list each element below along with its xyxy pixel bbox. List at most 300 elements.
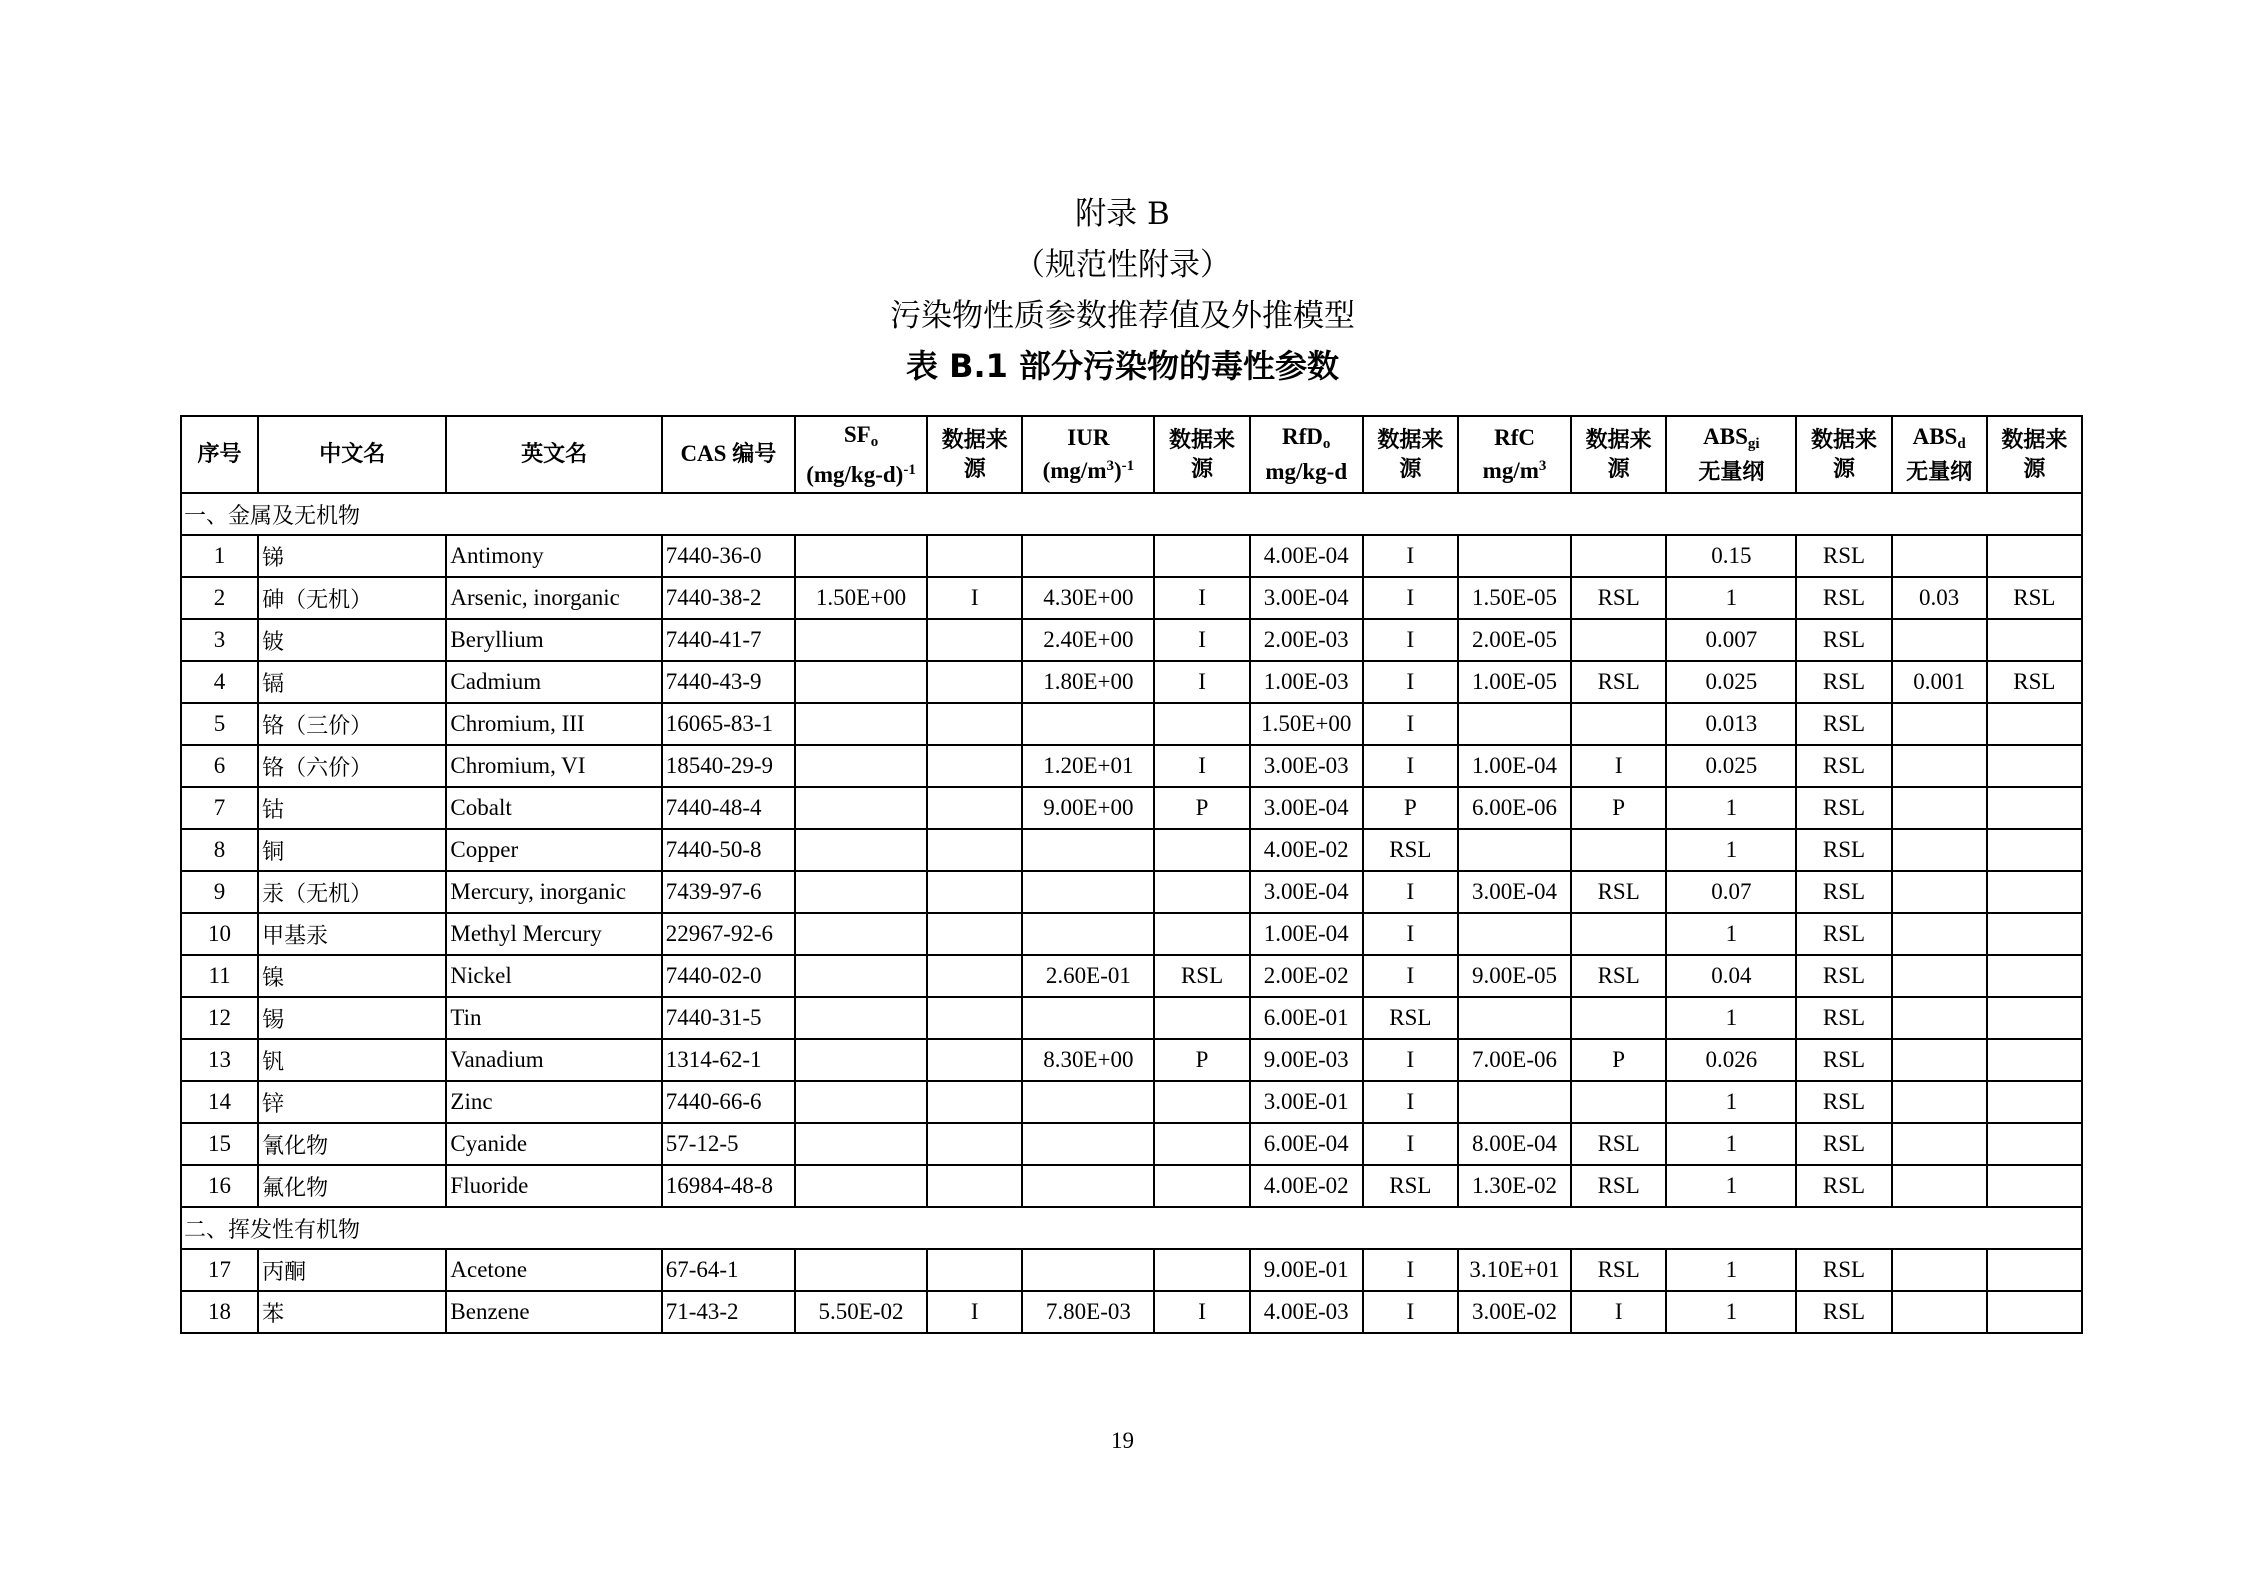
cell-rfc: 6.00E-06 <box>1458 787 1571 829</box>
cell-seq: 13 <box>181 1039 258 1081</box>
cell-cn-name: 苯 <box>258 1291 446 1333</box>
cell-absgi: 0.025 <box>1666 745 1796 787</box>
cell-rfdo-source: I <box>1363 955 1458 997</box>
cell-absgi-source: RSL <box>1796 1123 1891 1165</box>
cell-rfc-source <box>1571 535 1666 577</box>
cell-absd-source: RSL <box>1987 661 2082 703</box>
cell-rfdo: 4.00E-04 <box>1250 535 1363 577</box>
cell-sfo-source <box>927 913 1022 955</box>
cell-en-name: Cyanide <box>446 1123 661 1165</box>
cell-absd <box>1892 1123 1987 1165</box>
cell-sfo <box>795 1081 927 1123</box>
cell-cn-name: 铍 <box>258 619 446 661</box>
cell-rfdo-source: I <box>1363 577 1458 619</box>
cell-rfc <box>1458 829 1571 871</box>
cell-sfo-source <box>927 1249 1022 1291</box>
cell-seq: 14 <box>181 1081 258 1123</box>
cell-rfdo: 6.00E-01 <box>1250 997 1363 1039</box>
cell-rfc-source <box>1571 1081 1666 1123</box>
cell-rfdo: 3.00E-04 <box>1250 787 1363 829</box>
cell-rfdo-source: I <box>1363 745 1458 787</box>
cell-absgi: 1 <box>1666 577 1796 619</box>
cell-rfc-source <box>1571 829 1666 871</box>
table-row <box>181 1123 2082 1165</box>
col-source-1: 数据来 源 <box>927 416 1022 493</box>
col-source-4: 数据来 源 <box>1571 416 1666 493</box>
cell-seq: 16 <box>181 1165 258 1207</box>
cell-rfc-source: P <box>1571 787 1666 829</box>
cell-cas: 7440-43-9 <box>662 661 795 703</box>
cell-absgi: 0.013 <box>1666 703 1796 745</box>
cell-rfc <box>1458 997 1571 1039</box>
section-title: 二、挥发性有机物 <box>181 1207 2082 1249</box>
cell-seq: 9 <box>181 871 258 913</box>
cell-sfo <box>795 745 927 787</box>
cell-rfdo: 4.00E-02 <box>1250 829 1363 871</box>
cell-en-name: Tin <box>446 997 661 1039</box>
cell-sfo-source <box>927 787 1022 829</box>
table-row <box>181 661 2082 703</box>
cell-absgi: 1 <box>1666 997 1796 1039</box>
table-title: 表 B.1 部分污染物的毒性参数 <box>905 347 1340 385</box>
cell-absgi: 0.04 <box>1666 955 1796 997</box>
cell-en-name: Methyl Mercury <box>446 913 661 955</box>
table-header-row <box>181 416 2082 493</box>
cell-rfdo-source: RSL <box>1363 1165 1458 1207</box>
cell-absd <box>1892 535 1987 577</box>
table-row <box>181 871 2082 913</box>
cell-iur-source: I <box>1154 1291 1249 1333</box>
cell-cn-name: 锌 <box>258 1081 446 1123</box>
cell-iur-source <box>1154 1081 1249 1123</box>
col-sfo: $SF_o$ $(mg/kg-d)^{-1}$ <box>795 416 927 493</box>
cell-absd <box>1892 619 1987 661</box>
cell-rfdo: 3.00E-04 <box>1250 871 1363 913</box>
cell-rfdo-source: I <box>1363 1249 1458 1291</box>
table-row <box>181 1081 2082 1123</box>
cell-seq: 11 <box>181 955 258 997</box>
cell-absd-source: RSL <box>1987 577 2082 619</box>
cell-en-name: Beryllium <box>446 619 661 661</box>
cell-absgi-source: RSL <box>1796 1165 1891 1207</box>
cell-cas: 1314-62-1 <box>662 1039 795 1081</box>
cell-rfdo: 1.00E-03 <box>1250 661 1363 703</box>
cell-en-name: Fluoride <box>446 1165 661 1207</box>
cell-iur-source <box>1154 1123 1249 1165</box>
cell-absd-source <box>1987 1039 2082 1081</box>
cell-absd-source <box>1987 955 2082 997</box>
cell-absd-source <box>1987 703 2082 745</box>
cell-rfc-source <box>1571 703 1666 745</box>
cell-iur-source <box>1154 1249 1249 1291</box>
section-row <box>181 1207 2082 1249</box>
cell-en-name: Copper <box>446 829 661 871</box>
cell-absd <box>1892 703 1987 745</box>
cell-sfo <box>795 871 927 913</box>
cell-sfo: 5.50E-02 <box>795 1291 927 1333</box>
cell-en-name: Nickel <box>446 955 661 997</box>
cell-absgi-source: RSL <box>1796 1081 1891 1123</box>
col-rfdo: RfD$_o$ mg/kg-d <box>1250 416 1363 493</box>
cell-en-name: Chromium, VI <box>446 745 661 787</box>
cell-cas: 7440-36-0 <box>662 535 795 577</box>
cell-sfo <box>795 1249 927 1291</box>
cell-rfc-source: RSL <box>1571 955 1666 997</box>
cell-cas: 16984-48-8 <box>662 1165 795 1207</box>
cell-absd-source <box>1987 871 2082 913</box>
cell-rfdo-source: I <box>1363 871 1458 913</box>
toxicity-table <box>180 415 2083 1334</box>
cell-absgi-source: RSL <box>1796 955 1891 997</box>
table-row <box>181 1291 2082 1333</box>
cell-sfo-source <box>927 871 1022 913</box>
cell-seq: 15 <box>181 1123 258 1165</box>
col-absd: $ABS_d$ 无量纲 <box>1892 416 1987 493</box>
cell-iur <box>1022 913 1154 955</box>
cell-en-name: Cobalt <box>446 787 661 829</box>
cell-absgi-source: RSL <box>1796 787 1891 829</box>
table-row <box>181 829 2082 871</box>
cell-sfo-source <box>927 955 1022 997</box>
cell-seq: 18 <box>181 1291 258 1333</box>
col-en-name: 英文名 <box>446 416 661 493</box>
cell-seq: 3 <box>181 619 258 661</box>
cell-absgi: 1 <box>1666 829 1796 871</box>
cell-cas: 7440-48-4 <box>662 787 795 829</box>
col-source-5: 数据来 源 <box>1796 416 1891 493</box>
cell-sfo <box>795 829 927 871</box>
section-title: 一、金属及无机物 <box>181 493 2082 535</box>
cell-rfc <box>1458 535 1571 577</box>
cell-sfo-source <box>927 619 1022 661</box>
cell-absd-source <box>1987 1081 2082 1123</box>
cell-cn-name: 镍 <box>258 955 446 997</box>
cell-absgi-source: RSL <box>1796 619 1891 661</box>
cell-absd-source <box>1987 619 2082 661</box>
page-number: 19 <box>1111 1428 1134 1453</box>
cell-rfdo-source: RSL <box>1363 829 1458 871</box>
cell-absgi-source: RSL <box>1796 997 1891 1039</box>
cell-iur: 1.80E+00 <box>1022 661 1154 703</box>
cell-cn-name: 镉 <box>258 661 446 703</box>
cell-iur-source: P <box>1154 787 1249 829</box>
cell-iur-source <box>1154 913 1249 955</box>
table-row <box>181 745 2082 787</box>
cell-absd <box>1892 871 1987 913</box>
cell-rfdo-source: I <box>1363 661 1458 703</box>
cell-cas: 71-43-2 <box>662 1291 795 1333</box>
cell-iur-source <box>1154 535 1249 577</box>
cell-rfdo: 4.00E-03 <box>1250 1291 1363 1333</box>
cell-en-name: Zinc <box>446 1081 661 1123</box>
cell-iur <box>1022 1165 1154 1207</box>
cell-rfc: 3.10E+01 <box>1458 1249 1571 1291</box>
col-source-2: 数据来 源 <box>1154 416 1249 493</box>
cell-iur: 9.00E+00 <box>1022 787 1154 829</box>
cell-absd <box>1892 787 1987 829</box>
cell-absgi: 1 <box>1666 1123 1796 1165</box>
cell-absd-source <box>1987 535 2082 577</box>
cell-rfc-source: RSL <box>1571 661 1666 703</box>
cell-absd-source <box>1987 1123 2082 1165</box>
cell-cn-name: 甲基汞 <box>258 913 446 955</box>
cell-absd <box>1892 1249 1987 1291</box>
cell-absgi-source: RSL <box>1796 913 1891 955</box>
cell-iur <box>1022 1123 1154 1165</box>
cell-rfc-source: RSL <box>1571 577 1666 619</box>
cell-cas: 67-64-1 <box>662 1249 795 1291</box>
table-row <box>181 619 2082 661</box>
cell-iur: 8.30E+00 <box>1022 1039 1154 1081</box>
cell-cn-name: 钒 <box>258 1039 446 1081</box>
cell-sfo <box>795 1123 927 1165</box>
table-row <box>181 535 2082 577</box>
cell-en-name: Acetone <box>446 1249 661 1291</box>
cell-rfc: 2.00E-05 <box>1458 619 1571 661</box>
cell-rfc: 9.00E-05 <box>1458 955 1571 997</box>
cell-absd-source <box>1987 913 2082 955</box>
cell-iur <box>1022 871 1154 913</box>
cell-rfdo-source: RSL <box>1363 997 1458 1039</box>
cell-cn-name: 丙酮 <box>258 1249 446 1291</box>
cell-absgi-source: RSL <box>1796 703 1891 745</box>
cell-rfc-source: RSL <box>1571 1123 1666 1165</box>
cell-cas: 16065-83-1 <box>662 703 795 745</box>
cell-rfc: 3.00E-04 <box>1458 871 1571 913</box>
cell-sfo <box>795 1039 927 1081</box>
cell-rfdo: 9.00E-01 <box>1250 1249 1363 1291</box>
cell-absd-source <box>1987 1165 2082 1207</box>
col-iur: IUR $(mg/m^3)^{-1}$ <box>1022 416 1154 493</box>
cell-sfo-source <box>927 1039 1022 1081</box>
cell-en-name: Benzene <box>446 1291 661 1333</box>
cell-seq: 12 <box>181 997 258 1039</box>
cell-iur <box>1022 1249 1154 1291</box>
cell-cas: 7440-02-0 <box>662 955 795 997</box>
cell-rfdo-source: I <box>1363 913 1458 955</box>
appendix-label: 附录 B <box>1075 196 1170 232</box>
cell-iur-source <box>1154 997 1249 1039</box>
cell-iur-source: RSL <box>1154 955 1249 997</box>
cell-rfc-source: I <box>1571 745 1666 787</box>
cell-cn-name: 汞（无机） <box>258 871 446 913</box>
cell-absgi-source: RSL <box>1796 535 1891 577</box>
cell-iur: 7.80E-03 <box>1022 1291 1154 1333</box>
table-row <box>181 955 2082 997</box>
table-row <box>181 787 2082 829</box>
cell-rfc: 1.30E-02 <box>1458 1165 1571 1207</box>
cell-sfo <box>795 955 927 997</box>
cell-rfdo-source: I <box>1363 1291 1458 1333</box>
cell-cas: 7440-31-5 <box>662 997 795 1039</box>
cell-absgi: 0.15 <box>1666 535 1796 577</box>
cell-absgi-source: RSL <box>1796 1291 1891 1333</box>
cell-en-name: Antimony <box>446 535 661 577</box>
cell-absgi: 1 <box>1666 1249 1796 1291</box>
cell-cn-name: 砷（无机） <box>258 577 446 619</box>
cell-absgi: 0.07 <box>1666 871 1796 913</box>
cell-rfc-source <box>1571 913 1666 955</box>
cell-rfc: 1.50E-05 <box>1458 577 1571 619</box>
cell-iur-source: I <box>1154 745 1249 787</box>
cell-rfdo: 2.00E-03 <box>1250 619 1363 661</box>
table-row <box>181 1039 2082 1081</box>
cell-sfo <box>795 1165 927 1207</box>
cell-cn-name: 铬（三价） <box>258 703 446 745</box>
cell-absgi-source: RSL <box>1796 1249 1891 1291</box>
cell-cn-name: 锡 <box>258 997 446 1039</box>
cell-absd <box>1892 913 1987 955</box>
cell-rfdo: 1.00E-04 <box>1250 913 1363 955</box>
cell-sfo <box>795 535 927 577</box>
cell-iur <box>1022 535 1154 577</box>
cell-sfo-source <box>927 1165 1022 1207</box>
cell-cas: 7440-38-2 <box>662 577 795 619</box>
cell-en-name: Arsenic, inorganic <box>446 577 661 619</box>
table-row <box>181 1165 2082 1207</box>
cell-seq: 5 <box>181 703 258 745</box>
cell-sfo-source <box>927 1123 1022 1165</box>
cell-absgi-source: RSL <box>1796 829 1891 871</box>
cell-seq: 17 <box>181 1249 258 1291</box>
cell-rfdo-source: I <box>1363 535 1458 577</box>
cell-en-name: Vanadium <box>446 1039 661 1081</box>
cell-cn-name: 锑 <box>258 535 446 577</box>
cell-iur <box>1022 703 1154 745</box>
cell-seq: 8 <box>181 829 258 871</box>
cell-cas: 18540-29-9 <box>662 745 795 787</box>
cell-cas: 7439-97-6 <box>662 871 795 913</box>
col-cn-name: 中文名 <box>258 416 446 493</box>
cell-seq: 2 <box>181 577 258 619</box>
cell-cn-name: 氰化物 <box>258 1123 446 1165</box>
col-cas: CAS 编号 <box>662 416 795 493</box>
cell-rfc-source <box>1571 619 1666 661</box>
cell-iur <box>1022 997 1154 1039</box>
cell-sfo <box>795 619 927 661</box>
cell-absd <box>1892 829 1987 871</box>
cell-rfdo: 4.00E-02 <box>1250 1165 1363 1207</box>
table-body <box>181 493 2082 1333</box>
cell-absgi: 0.007 <box>1666 619 1796 661</box>
cell-absgi: 0.025 <box>1666 661 1796 703</box>
cell-sfo <box>795 787 927 829</box>
cell-absd-source <box>1987 1249 2082 1291</box>
cell-absd <box>1892 1165 1987 1207</box>
cell-en-name: Cadmium <box>446 661 661 703</box>
cell-rfc-source: RSL <box>1571 1249 1666 1291</box>
cell-sfo-source: I <box>927 1291 1022 1333</box>
cell-en-name: Chromium, III <box>446 703 661 745</box>
cell-absgi-source: RSL <box>1796 1039 1891 1081</box>
cell-absgi: 1 <box>1666 1081 1796 1123</box>
cell-iur-source: I <box>1154 577 1249 619</box>
cell-sfo-source <box>927 535 1022 577</box>
cell-absgi: 0.026 <box>1666 1039 1796 1081</box>
cell-iur: 2.40E+00 <box>1022 619 1154 661</box>
cell-rfc: 8.00E-04 <box>1458 1123 1571 1165</box>
table-row <box>181 1249 2082 1291</box>
cell-absd-source <box>1987 997 2082 1039</box>
cell-rfc <box>1458 913 1571 955</box>
cell-iur <box>1022 1081 1154 1123</box>
cell-absd: 0.03 <box>1892 577 1987 619</box>
cell-rfc: 7.00E-06 <box>1458 1039 1571 1081</box>
cell-rfc-source: RSL <box>1571 1165 1666 1207</box>
cell-rfc-source <box>1571 997 1666 1039</box>
col-source-3: 数据来 源 <box>1363 416 1458 493</box>
table-row <box>181 577 2082 619</box>
cell-sfo-source <box>927 661 1022 703</box>
cell-seq: 6 <box>181 745 258 787</box>
cell-cas: 22967-92-6 <box>662 913 795 955</box>
cell-cn-name: 氟化物 <box>258 1165 446 1207</box>
cell-rfdo: 6.00E-04 <box>1250 1123 1363 1165</box>
cell-absd-source <box>1987 787 2082 829</box>
cell-rfc-source: P <box>1571 1039 1666 1081</box>
table-row <box>181 997 2082 1039</box>
col-absgi: $ABS_{gi}$ 无量纲 <box>1666 416 1796 493</box>
cell-rfdo-source: I <box>1363 1123 1458 1165</box>
cell-sfo <box>795 703 927 745</box>
cell-rfc: 3.00E-02 <box>1458 1291 1571 1333</box>
cell-iur: 2.60E-01 <box>1022 955 1154 997</box>
cell-cn-name: 钴 <box>258 787 446 829</box>
cell-iur <box>1022 829 1154 871</box>
cell-iur-source <box>1154 829 1249 871</box>
cell-absgi: 1 <box>1666 1291 1796 1333</box>
cell-rfdo: 1.50E+00 <box>1250 703 1363 745</box>
section-row <box>181 493 2082 535</box>
cell-absd: 0.001 <box>1892 661 1987 703</box>
cell-rfdo: 3.00E-03 <box>1250 745 1363 787</box>
appendix-subject: 污染物性质参数推荐值及外推模型 <box>890 298 1355 334</box>
cell-sfo-source <box>927 997 1022 1039</box>
cell-rfdo-source: I <box>1363 1081 1458 1123</box>
cell-sfo-source <box>927 1081 1022 1123</box>
cell-rfdo-source: I <box>1363 703 1458 745</box>
cell-absgi: 1 <box>1666 913 1796 955</box>
col-source-6: 数据来 源 <box>1987 416 2082 493</box>
cell-absgi-source: RSL <box>1796 661 1891 703</box>
cell-sfo-source <box>927 703 1022 745</box>
cell-rfdo: 2.00E-02 <box>1250 955 1363 997</box>
cell-absgi: 1 <box>1666 1165 1796 1207</box>
cell-absd <box>1892 955 1987 997</box>
cell-seq: 10 <box>181 913 258 955</box>
col-seq: 序号 <box>181 416 258 493</box>
cell-iur-source <box>1154 871 1249 913</box>
cell-sfo <box>795 661 927 703</box>
cell-iur: 4.30E+00 <box>1022 577 1154 619</box>
cell-rfc <box>1458 703 1571 745</box>
cell-rfdo-source: I <box>1363 1039 1458 1081</box>
cell-iur-source <box>1154 703 1249 745</box>
cell-rfdo-source: P <box>1363 787 1458 829</box>
cell-rfdo: 3.00E-01 <box>1250 1081 1363 1123</box>
cell-seq: 7 <box>181 787 258 829</box>
cell-iur-source: I <box>1154 619 1249 661</box>
cell-sfo: 1.50E+00 <box>795 577 927 619</box>
cell-iur: 1.20E+01 <box>1022 745 1154 787</box>
table-row <box>181 913 2082 955</box>
cell-absd-source <box>1987 1291 2082 1333</box>
cell-seq: 4 <box>181 661 258 703</box>
cell-sfo-source: I <box>927 577 1022 619</box>
cell-sfo-source <box>927 745 1022 787</box>
cell-cn-name: 铜 <box>258 829 446 871</box>
cell-cn-name: 铬（六价） <box>258 745 446 787</box>
